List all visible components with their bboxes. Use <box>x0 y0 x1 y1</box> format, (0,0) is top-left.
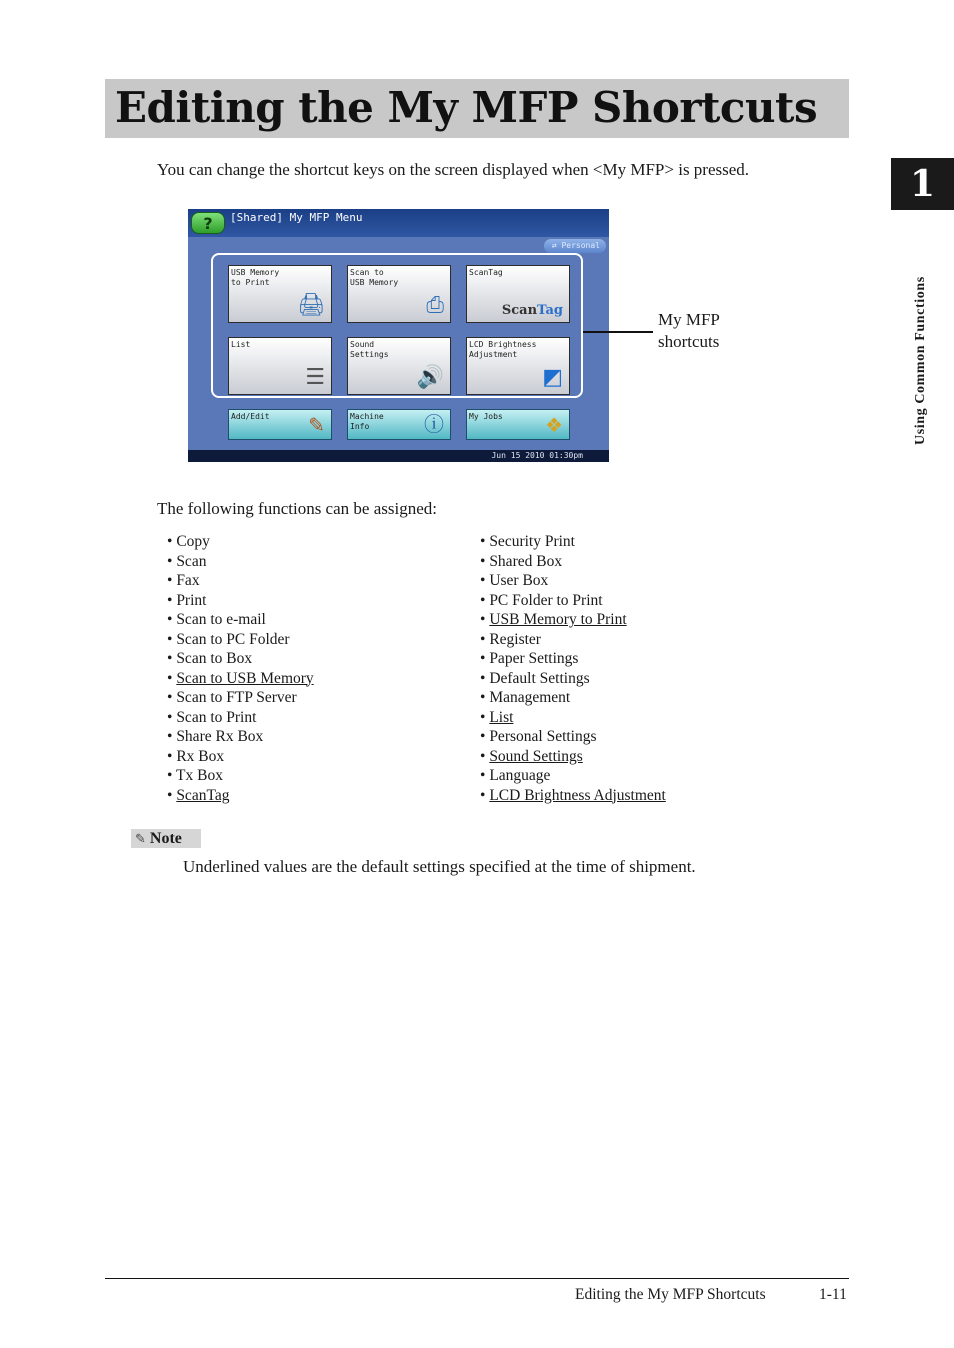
status-datetime: Jun 15 2010 01:30pm <box>491 451 583 460</box>
function-item-label: List <box>489 708 514 726</box>
key-label: USB Memory to Print <box>231 268 280 287</box>
function-item: • ScanTag <box>167 786 230 804</box>
function-item-label: Register <box>489 630 541 648</box>
printer-icon: 🖨 <box>297 293 325 318</box>
shortcut-usb-memory-to-print[interactable] <box>228 265 332 323</box>
shortcut-scan-to-usb-memory[interactable] <box>347 265 451 323</box>
shortcut-sound-settings[interactable] <box>347 337 451 395</box>
function-item-label: Scan to FTP Server <box>176 689 297 706</box>
key-label: Add/Edit <box>231 412 270 421</box>
brightness-icon: ◩ <box>542 365 563 390</box>
function-item: • Management <box>480 689 571 706</box>
function-item-label: Security Print <box>489 533 575 550</box>
key-label: List <box>231 340 251 349</box>
function-item: • User Box <box>480 572 549 589</box>
key-label: My Jobs <box>469 412 503 421</box>
my-jobs-button[interactable] <box>466 409 570 440</box>
function-item: • Sound Settings <box>480 747 583 765</box>
intro-text: You can change the shortcut keys on the screen displayed when <My MFP> is pressed. <box>157 160 750 179</box>
function-item: • Tx Box <box>167 767 223 784</box>
function-item-label: Scan to PC Folder <box>176 630 290 648</box>
list-icon: ☰ <box>305 365 325 390</box>
function-item: • Paper Settings <box>480 650 579 667</box>
machine-info-button[interactable] <box>347 409 451 440</box>
function-item-label: Paper Settings <box>489 650 579 667</box>
function-item: • PC Folder to Print <box>480 591 603 609</box>
function-item: • Personal Settings <box>480 728 597 745</box>
function-item-label: Sound Settings <box>489 747 583 765</box>
shortcut-lcd-brightness[interactable] <box>466 337 570 395</box>
function-item: • Print <box>167 591 207 609</box>
function-item: • LCD Brightness Adjustment <box>480 786 666 804</box>
key-label: Scan to USB Memory <box>350 268 399 287</box>
function-item-label: Copy <box>176 533 210 550</box>
personal-button[interactable]: ⇄ Personal <box>544 239 606 253</box>
personal-label: Personal <box>561 241 600 250</box>
function-item: • Scan to Print <box>167 708 257 726</box>
footer-rule <box>105 1278 849 1279</box>
add-edit-button[interactable] <box>228 409 332 440</box>
function-item-label: User Box <box>489 572 549 589</box>
pencil-icon: ✎ <box>308 413 325 437</box>
key-label: ScanTag <box>469 268 503 277</box>
help-button[interactable]: ? <box>191 212 225 234</box>
menu-title: [Shared] My MFP Menu <box>230 211 363 224</box>
callout-label: My MFP shortcuts <box>658 310 720 351</box>
function-item: • Register <box>480 630 541 648</box>
note-text: Underlined values are the default settings specified at the time of shipment. <box>183 857 696 876</box>
function-item-label: Language <box>489 767 551 784</box>
function-item: • Scan to FTP Server <box>167 689 297 706</box>
function-item-label: USB Memory to Print <box>489 611 627 628</box>
status-bar <box>188 450 609 462</box>
footer-page-number: 1-11 <box>819 1286 847 1303</box>
shortcut-list[interactable] <box>228 337 332 395</box>
chapter-tab: 1 <box>891 158 954 210</box>
speaker-icon: 🔊 <box>416 365 444 390</box>
function-item-label: LCD Brightness Adjustment <box>489 786 666 804</box>
note-pencil-icon: ✎ <box>135 832 146 847</box>
my-mfp-screen <box>188 209 609 462</box>
function-item-label: Scan to Print <box>176 708 257 726</box>
function-item: • Scan to e-mail <box>167 611 266 628</box>
function-item: • Scan to USB Memory <box>167 669 314 687</box>
function-item: • Rx Box <box>167 747 225 765</box>
function-item: • USB Memory to Print <box>480 611 627 628</box>
function-item-label: Rx Box <box>176 747 225 765</box>
function-item-label: Tx Box <box>176 767 223 784</box>
functions-list-right <box>480 532 666 805</box>
title-bar <box>105 79 849 138</box>
function-item-label: Print <box>176 591 207 609</box>
function-item-label: Scan <box>176 552 207 570</box>
footer-title: Editing the My MFP Shortcuts <box>575 1286 766 1303</box>
function-item-label: ScanTag <box>176 786 230 804</box>
function-item-label: Scan to Box <box>176 650 253 667</box>
function-item: • Fax <box>167 572 200 589</box>
jobs-icon: ❖ <box>545 413 563 437</box>
info-icon: ⓘ <box>424 412 444 436</box>
key-label: LCD Brightness Adjustment <box>469 340 537 359</box>
function-item-label: PC Folder to Print <box>489 591 603 609</box>
function-item-label: Scan to e-mail <box>176 611 266 628</box>
callout-line <box>583 331 653 333</box>
shortcut-scantag[interactable] <box>466 265 570 323</box>
function-item: • Default Settings <box>480 669 590 687</box>
function-item: • Scan <box>167 552 207 570</box>
function-item-label: Shared Box <box>489 552 563 570</box>
function-item-label: Share Rx Box <box>176 728 264 745</box>
function-item: • List <box>480 708 514 726</box>
function-item: • Security Print <box>480 533 575 550</box>
function-item: • Language <box>480 767 551 784</box>
function-item: • Copy <box>167 533 210 550</box>
function-item-label: Default Settings <box>489 669 590 687</box>
key-label: Machine Info <box>350 412 384 431</box>
scantag-logo-icon: ScanTag <box>501 303 563 318</box>
function-item: • Shared Box <box>480 552 563 570</box>
function-item: • Scan to PC Folder <box>167 630 290 648</box>
assign-intro: The following functions can be assigned: <box>157 499 437 518</box>
scanner-icon: ⎙ <box>426 293 444 318</box>
key-label: Sound Settings <box>350 340 389 359</box>
function-item-label: Scan to USB Memory <box>176 669 314 687</box>
function-item-label: Personal Settings <box>489 728 597 745</box>
function-item: • Scan to Box <box>167 650 253 667</box>
function-item-label: Management <box>489 689 571 706</box>
note-label-box <box>131 829 201 848</box>
page-title: Editing the My MFP Shortcuts <box>115 83 818 132</box>
note-label: Note <box>149 830 182 847</box>
function-item: • Share Rx Box <box>167 728 264 745</box>
functions-list-left <box>167 532 314 805</box>
function-item-label: Fax <box>176 572 200 589</box>
chapter-label: Using Common Functions <box>913 276 928 445</box>
